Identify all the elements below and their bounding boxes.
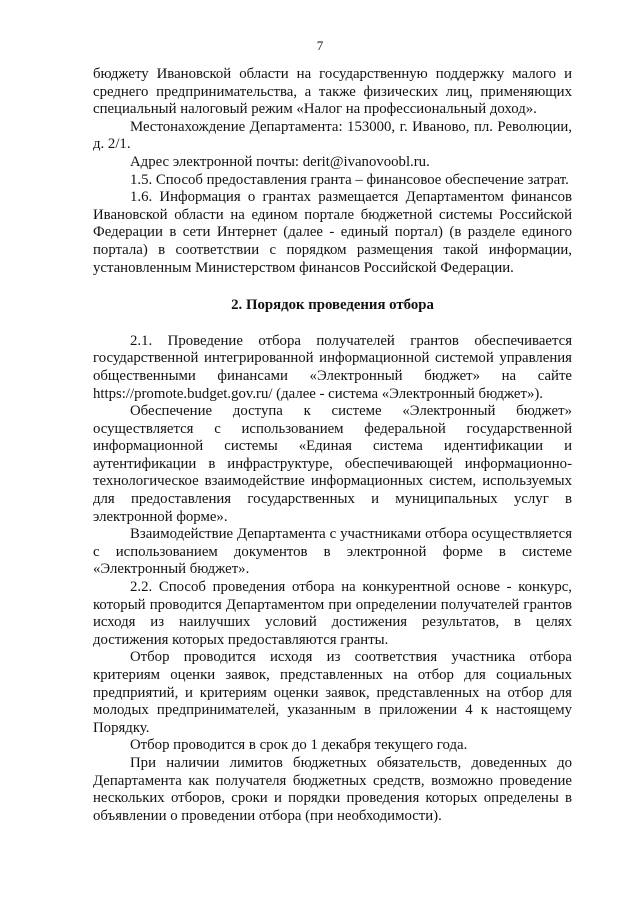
paragraph-email-address: Адрес электронной почты: derit@ivanovoobl.ru. <box>130 153 430 170</box>
paragraph-grant-method: 1.5. Способ предоставления гранта – финансовое обеспечение затрат. <box>130 171 569 188</box>
page-number: 7 <box>316 38 324 53</box>
paragraph-selection-criteria: Отбор проводится исходя из соответствия участника отбора критериям оценки заявок, представленных на отбор для социальных предприятий, и критериям оценки заявок, представленных на отбор для молодых предпринимателей, указанным в приложении 4 к настоящему Порядку. <box>93 649 572 736</box>
paragraph-selection-method: 2.2. Способ проведения отбора на конкурентной основе - конкурс, который проводится Департаментом при определении получателей грантов исходя из наилучших условий достижения результатов, в целях достижения которых предоставляются гранты. <box>93 579 572 648</box>
paragraph-department-location: Местонахождение Департамента: 153000, г. Иваново, пл. Революции, д. 2/1. <box>93 118 572 153</box>
section-heading: 2. Порядок проведения отбора <box>231 297 434 314</box>
paragraph-system-access: Обеспечение доступа к системе «Электронный бюджет» осуществляется с использованием федеральной государственной информационной системы «Единая система идентификации и аутентификации в инфраструктуре, обеспечивающей информационно-технологическое взаимодействие информационных систем, используемых для предоставления государственных и муниципальных услуг в электронной форме». <box>93 403 572 525</box>
paragraph-grant-information: 1.6. Информация о грантах размещается Департаментом финансов Ивановской области на едином портале бюджетной системы Российской Федерации в сети Интернет (далее - единый портал) (в разделе единого портала) в соответствии с порядком размещения такой информации, установленным Министерством финансов Российской Федерации. <box>93 189 572 276</box>
paragraph-selection-deadline: Отбор проводится в срок до 1 декабря текущего года. <box>130 737 468 754</box>
paragraph-multiple-selections: При наличии лимитов бюджетных обязательств, доведенных до Департамента как получателя бюджетных средств, возможно проведение нескольких отборов, сроки и порядки проведения которых определены в объявлении о проведении отбора (при необходимости). <box>93 754 572 824</box>
paragraph-budget-support: бюджету Ивановской области на государственную поддержку малого и среднего предпринимательства, а также физических лиц, применяющих специальный налоговый режим «Налог на профессиональный доход». <box>93 66 572 118</box>
paragraph-participant-interaction: Взаимодействие Департамента с участниками отбора осуществляется с использованием документов в электронной форме в системе «Электронный бюджет». <box>93 526 572 578</box>
document-body <box>93 66 572 825</box>
paragraph-selection-system: 2.1. Проведение отбора получателей грантов обеспечивается государственной интегрированной информационной системой управления общественными финансами «Электронный бюджет» на сайте https://promote.budget.gov.ru/ (далее - система «Электронный бюджет»). <box>93 332 572 402</box>
